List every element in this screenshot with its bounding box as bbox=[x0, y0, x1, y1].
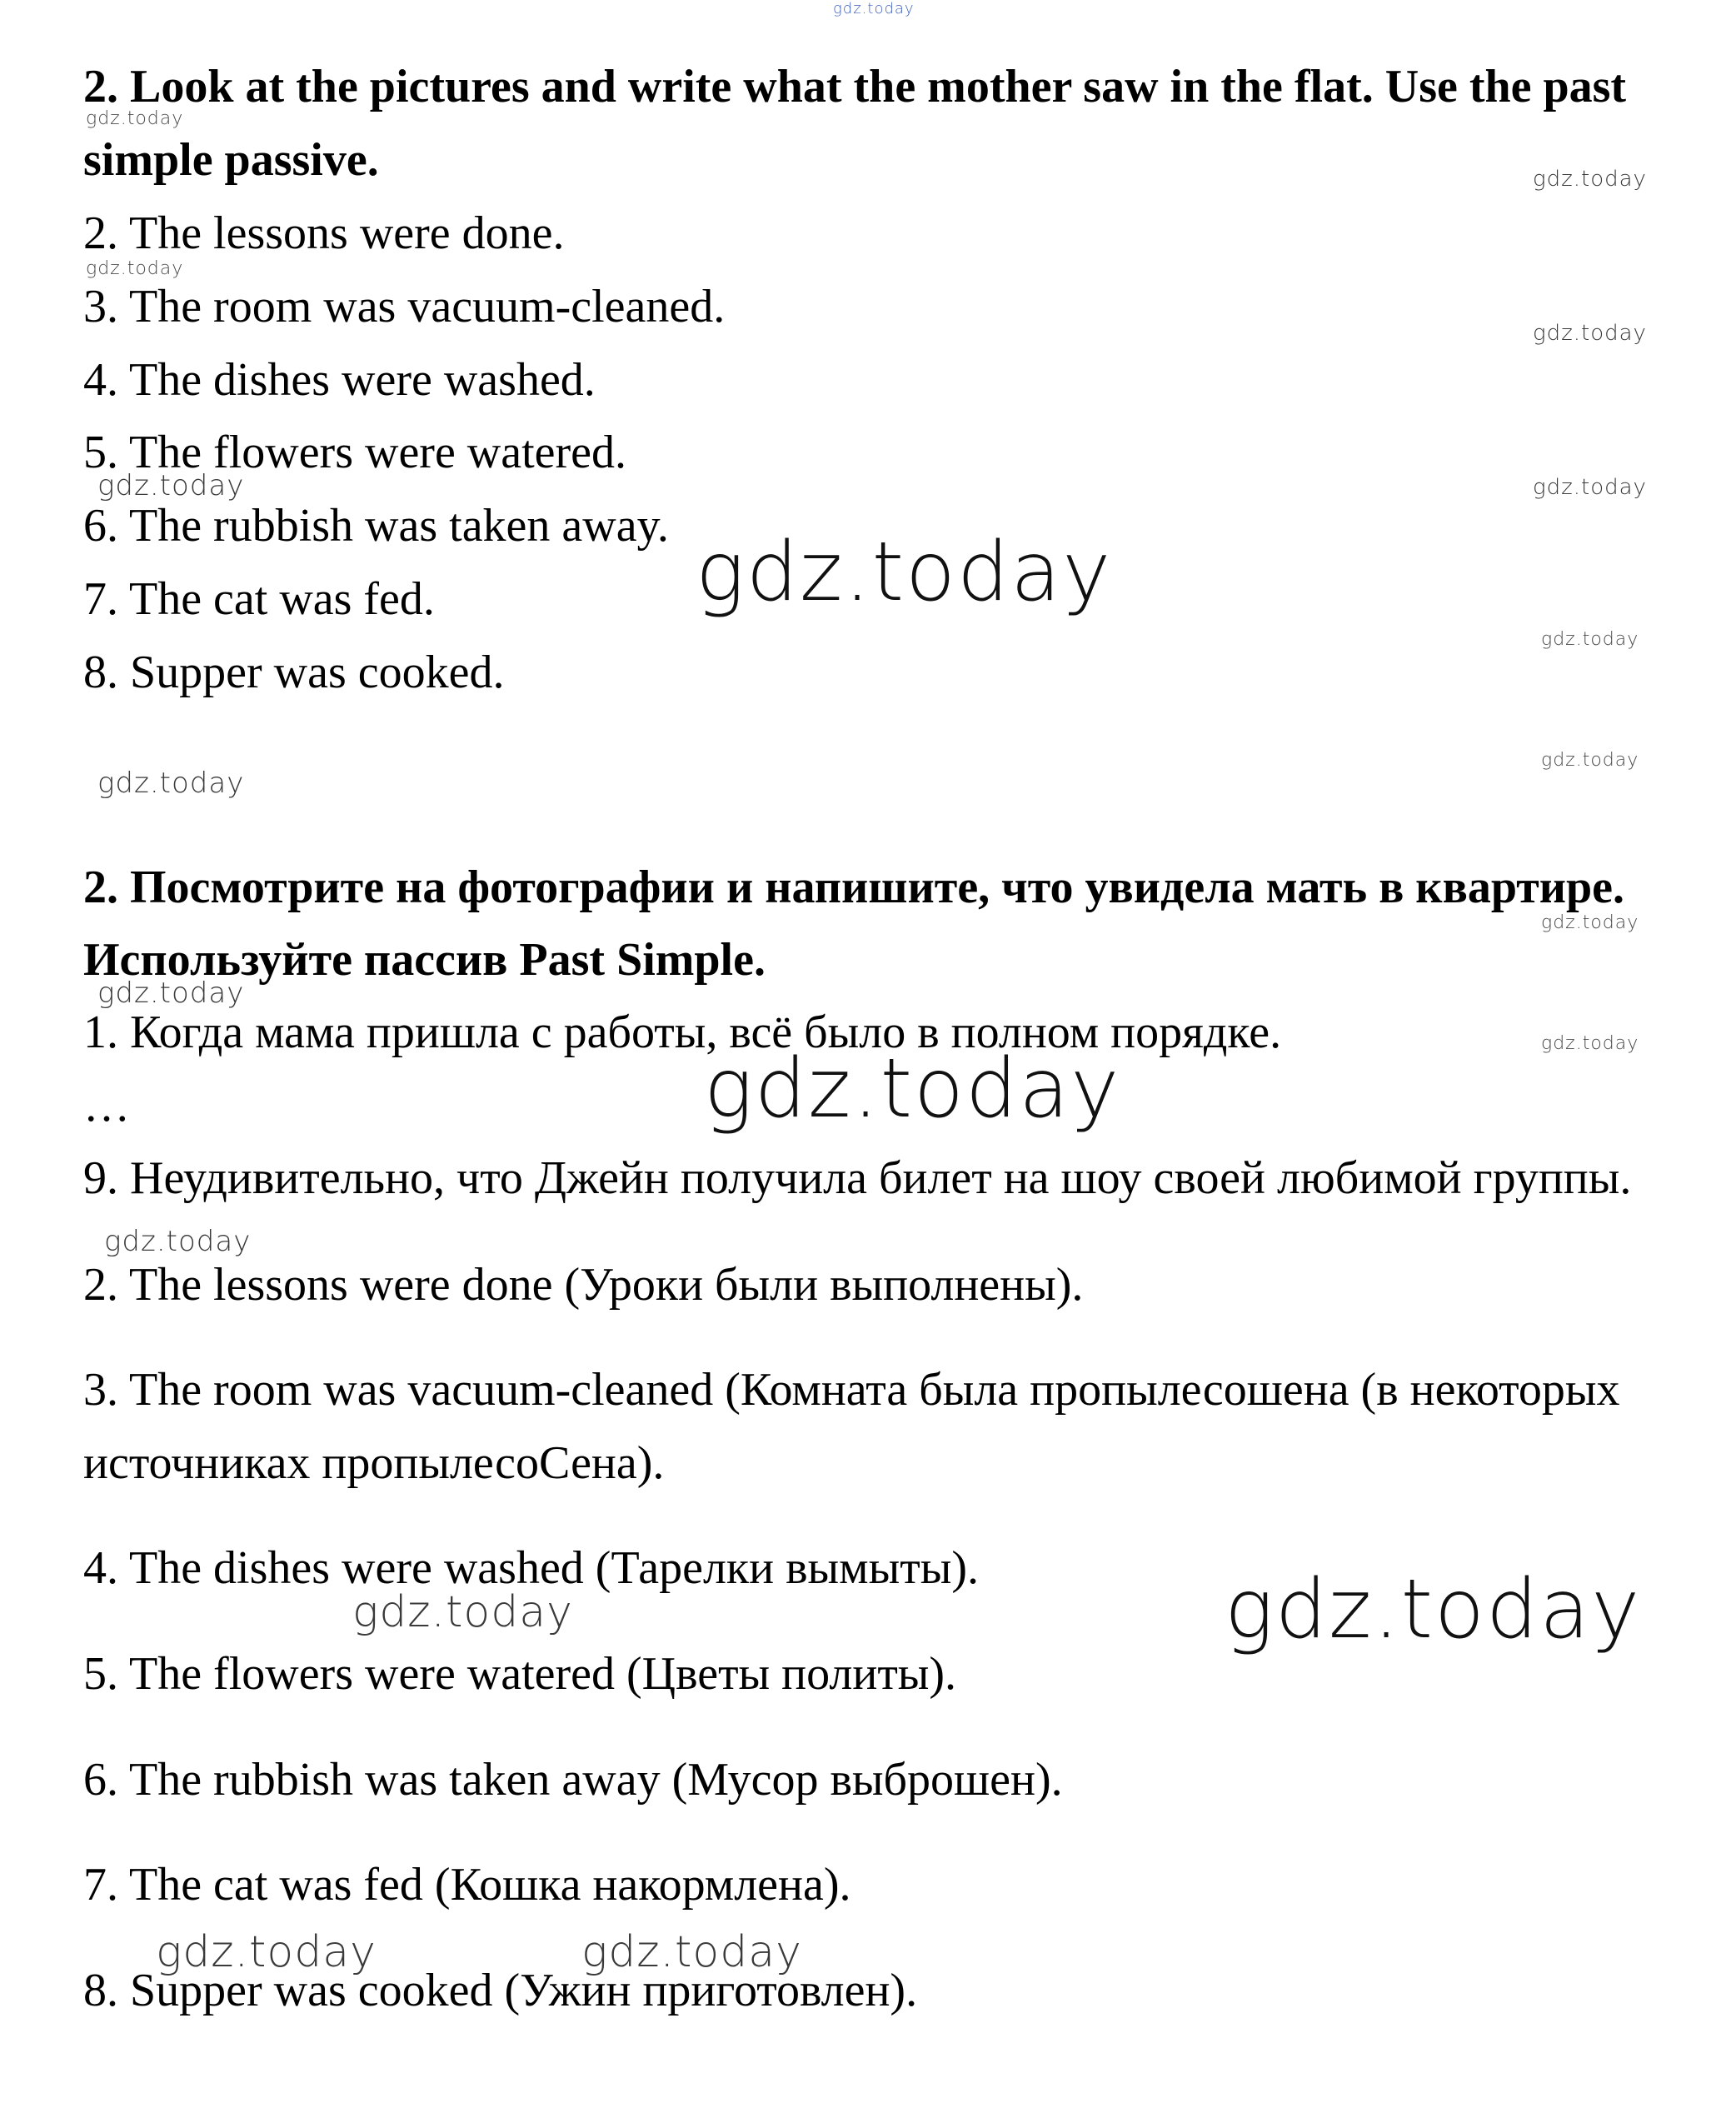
exercise-title: simple passive. bbox=[83, 134, 379, 186]
watermark: gdz.today bbox=[1541, 750, 1639, 771]
text-line: 1. Когда мама пришла с работы, всё было в полном порядке. bbox=[83, 1007, 1282, 1058]
answer-line: 3. The room was vacuum-cleaned. bbox=[83, 281, 726, 332]
watermark: gdz.today bbox=[704, 1042, 1121, 1136]
watermark: gdz.today bbox=[86, 108, 184, 129]
answer-line: 6. The rubbish was taken away. bbox=[83, 500, 669, 552]
watermark: gdz.today bbox=[86, 258, 184, 279]
watermark: gdz.today bbox=[1541, 629, 1639, 650]
translation-line: 6. The rubbish was taken away (Мусор выброшен). bbox=[83, 1754, 1063, 1806]
translation-line: 4. The dishes were washed (Тарелки вымыты). bbox=[83, 1542, 979, 1594]
exercise-title: 2. Посмотрите на фотографии и напишите, что увидела мать в квартире. bbox=[83, 862, 1624, 913]
watermark: gdz.today bbox=[104, 1225, 252, 1258]
answer-line: 2. The lessons were done. bbox=[83, 207, 565, 259]
translation-line: 7. The cat was fed (Кошка накормлена). bbox=[83, 1859, 851, 1911]
watermark: gdz.today bbox=[1533, 475, 1647, 500]
watermark: gdz.today bbox=[1541, 912, 1639, 933]
watermark: gdz.today bbox=[97, 977, 245, 1010]
watermark: gdz.today bbox=[156, 1927, 377, 1977]
answer-line: 7. The cat was fed. bbox=[83, 573, 435, 625]
exercise-title: Используйте пассив Past Simple. bbox=[83, 934, 766, 986]
watermark: gdz.today bbox=[97, 469, 245, 502]
watermark: gdz.today bbox=[1225, 1562, 1642, 1657]
watermark: gdz.today bbox=[696, 525, 1113, 620]
answer-line: 4. The dishes were washed. bbox=[83, 354, 596, 406]
translation-line: 3. The room was vacuum-cleaned (Комната была пропылесошена (в некоторых bbox=[83, 1364, 1620, 1416]
translation-line: 5. The flowers were watered (Цветы политы). bbox=[83, 1648, 957, 1700]
text-line: 9. Неудивительно, что Джейн получила билет на шоу своей любимой группы. bbox=[83, 1152, 1632, 1204]
watermark: gdz.today bbox=[97, 767, 245, 800]
answer-line: 8. Supper was cooked. bbox=[83, 647, 505, 698]
watermark: gdz.today bbox=[1533, 167, 1647, 192]
watermark: gdz.today bbox=[1533, 321, 1647, 346]
watermark: gdz.today bbox=[352, 1587, 573, 1637]
translation-line: 8. Supper was cooked (Ужин приготовлен). bbox=[83, 1965, 918, 2016]
exercise-title: 2. Look at the pictures and write what the mother saw in the flat. Use the past bbox=[83, 61, 1627, 112]
ellipsis: … bbox=[83, 1080, 130, 1131]
translation-line: источниках пропылесоСена). bbox=[83, 1437, 665, 1489]
answer-line: 5. The flowers were watered. bbox=[83, 427, 627, 478]
watermark: gdz.today bbox=[833, 0, 915, 17]
watermark: gdz.today bbox=[581, 1927, 802, 1977]
translation-line: 2. The lessons were done (Уроки были выполнены). bbox=[83, 1259, 1084, 1311]
watermark: gdz.today bbox=[1541, 1033, 1639, 1054]
